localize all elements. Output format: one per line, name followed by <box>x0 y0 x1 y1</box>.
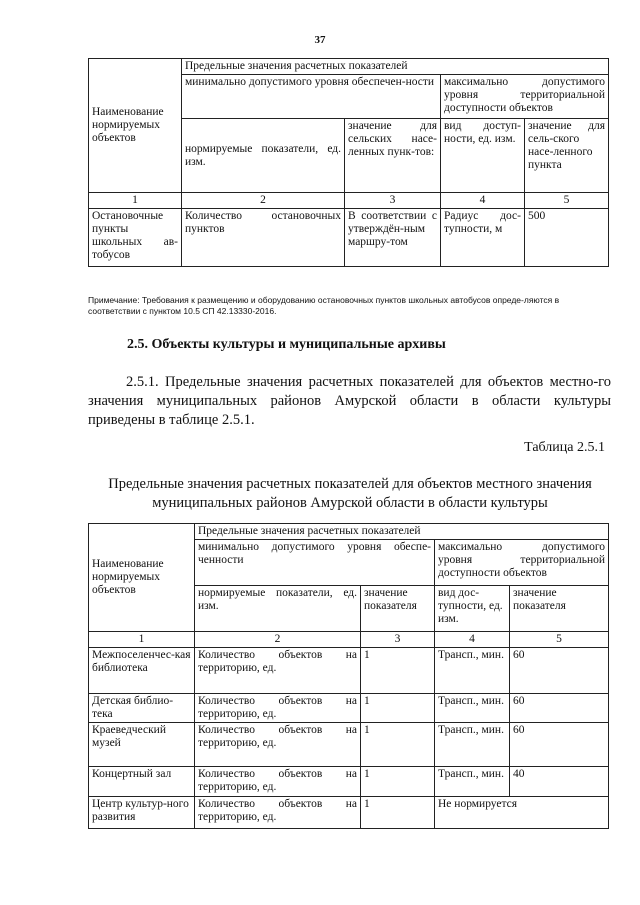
t2-col-num: 5 <box>510 632 609 648</box>
t1-subheader-indicator: нормируемые показатели, ед. изм. <box>182 119 345 193</box>
table-label: Таблица 2.5.1 <box>524 440 605 455</box>
t1-header-object-name: Наименование нормируемых объектов <box>89 59 182 193</box>
t1-col-num: 1 <box>89 193 182 209</box>
t2-cell-indicator: Количество объектов на территорию, ед. <box>195 723 361 767</box>
t1-header-group: Предельные значения расчетных показателей <box>182 59 609 75</box>
t2-cell-access-value: 60 <box>510 723 609 767</box>
t1-subheader-access-value: значение для сель-ского насе-ленного пункта <box>525 119 609 193</box>
t2-cell-name: Центр культур-ного развития <box>89 797 195 829</box>
t2-cell-value: 1 <box>361 767 435 797</box>
table-school-bus-stops <box>88 58 609 267</box>
t2-header-max-access: максимально допустимого уровня территориальной доступности объектов <box>435 540 609 586</box>
t2-col-num: 3 <box>361 632 435 648</box>
t2-cell-value: 1 <box>361 797 435 829</box>
t1-col-num: 4 <box>441 193 525 209</box>
t2-cell-value: 1 <box>361 694 435 723</box>
t2-cell-indicator: Количество объектов на территорию, ед. <box>195 694 361 723</box>
t2-cell-indicator: Количество объектов на территорию, ед. <box>195 797 361 829</box>
t2-cell-name: Концертный зал <box>89 767 195 797</box>
t2-cell-access-merged: Не нормируется <box>435 797 609 829</box>
table-row <box>89 648 609 694</box>
t1-header-max-access: максимально допустимого уровня территориальной доступности объектов <box>441 75 609 119</box>
table-row <box>89 209 609 267</box>
t2-header-object-name: Наименование нормируемых объектов <box>89 524 195 632</box>
caption-line: муниципальных районов Амурской области в области культуры <box>152 495 548 511</box>
t1-cell-access: Радиус дос-тупности, м <box>441 209 525 267</box>
t1-header-min-level: минимально допустимого уровня обеспечен-ности <box>182 75 441 119</box>
caption-line: Предельные значения расчетных показателей для объектов местного значения <box>108 476 592 492</box>
t2-header-min-level: минимально допустимого уровня обеспе-ченности <box>195 540 435 586</box>
table-culture-objects <box>88 523 609 829</box>
t1-cell-name: Остановочные пункты школьных ав-тобусов <box>89 209 182 267</box>
t2-subheader-value: значение показателя <box>361 586 435 632</box>
t2-subheader-access-value: значение показателя <box>510 586 609 632</box>
t2-cell-access: Трансп., мин. <box>435 648 510 694</box>
t2-cell-access: Трансп., мин. <box>435 723 510 767</box>
t2-col-num: 2 <box>195 632 361 648</box>
t2-cell-access: Трансп., мин. <box>435 767 510 797</box>
t1-cell-indicator: Количество остановочных пунктов <box>182 209 345 267</box>
table-row <box>89 694 609 723</box>
t2-subheader-access-type: вид дос-тупности, ед. изм. <box>435 586 510 632</box>
table-note: Примечание: Требования к размещению и оборудованию остановочных пунктов школьных автобусов опреде-ляются в соответствии с пунктом 10.5 СП 42.13330-2016. <box>88 295 560 316</box>
t2-cell-access-value: 60 <box>510 694 609 723</box>
t2-col-num: 4 <box>435 632 510 648</box>
t1-subheader-value: значение для сельских насе-ленных пунк-тов: <box>345 119 441 193</box>
t2-cell-value: 1 <box>361 648 435 694</box>
t2-cell-name: Детская библио-тека <box>89 694 195 723</box>
t2-header-group: Предельные значения расчетных показателей <box>195 524 609 540</box>
t1-subheader-access-type: вид доступ-ности, ед. изм. <box>441 119 525 193</box>
t2-cell-access-value: 40 <box>510 767 609 797</box>
t2-cell-name: Межпоселенчес-кая библиотека <box>89 648 195 694</box>
t1-col-num: 5 <box>525 193 609 209</box>
t1-cell-value: В соответствии с утверждён-ным маршру-том <box>345 209 441 267</box>
table-caption <box>80 475 620 513</box>
t2-subheader-indicator: нормируемые показатели, ед. изм. <box>195 586 361 632</box>
t2-cell-name: Краеведческий музей <box>89 723 195 767</box>
t1-cell-access-value: 500 <box>525 209 609 267</box>
t2-cell-indicator: Количество объектов на территорию, ед. <box>195 648 361 694</box>
t2-cell-access-value: 60 <box>510 648 609 694</box>
t1-col-num: 2 <box>182 193 345 209</box>
t2-cell-access: Трансп., мин. <box>435 694 510 723</box>
table-row <box>89 767 609 797</box>
page-number: 37 <box>314 34 326 46</box>
table-row <box>89 797 609 829</box>
table-row <box>89 723 609 767</box>
section-heading: 2.5. Объекты культуры и муниципальные архивы <box>127 337 446 352</box>
t1-col-num: 3 <box>345 193 441 209</box>
t2-col-num: 1 <box>89 632 195 648</box>
t2-cell-indicator: Количество объектов на территорию, ед. <box>195 767 361 797</box>
body-paragraph: 2.5.1. Предельные значения расчетных показателей для объектов местно-го значения муниципальных районов Амурской области в области культуры приведены в таблице 2.5.1. <box>88 374 611 428</box>
t2-cell-value: 1 <box>361 723 435 767</box>
